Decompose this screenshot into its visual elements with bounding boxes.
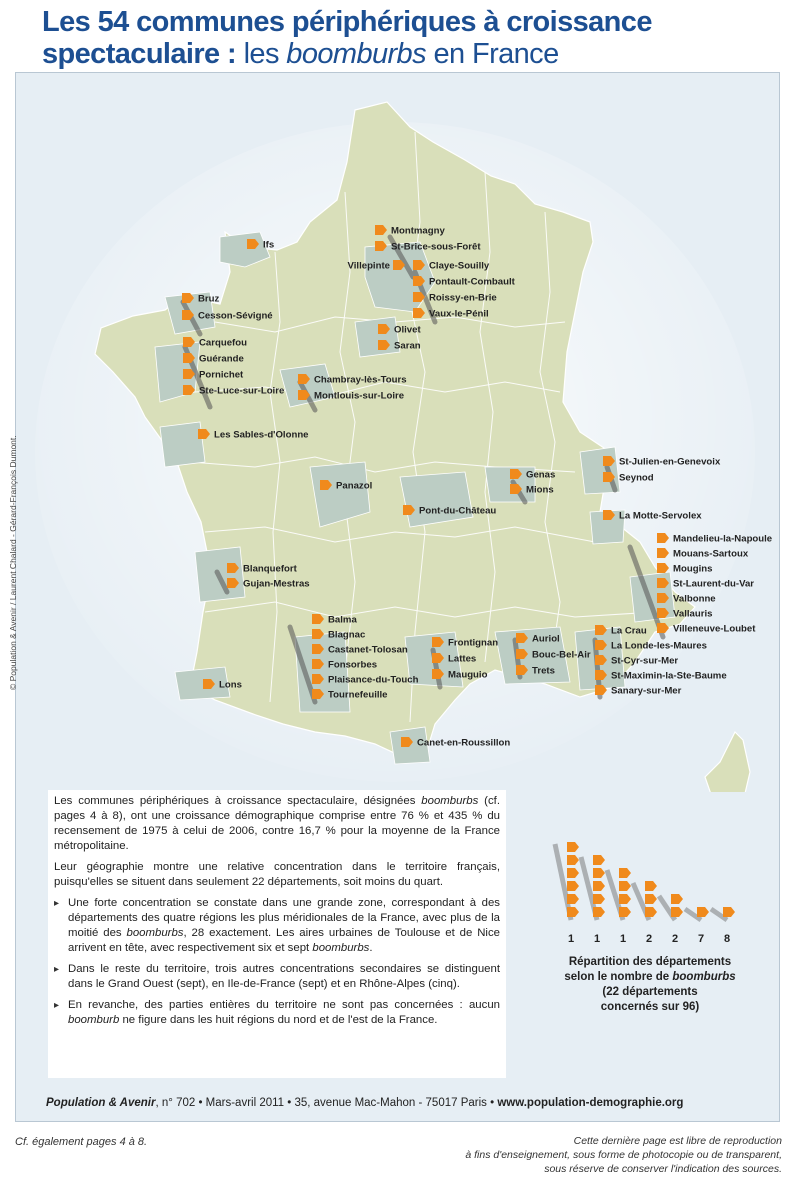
chart-bar-unit	[593, 907, 605, 917]
commune-label: St-Laurent-du-Var	[673, 578, 755, 590]
p1-italic: boomburbs	[421, 795, 479, 807]
chart-bar-unit	[567, 894, 579, 904]
b1-italic-2: boomburbs	[312, 942, 370, 954]
commune-label: Villepinte	[347, 260, 390, 272]
chart-tick-label: 1	[567, 933, 575, 945]
chart-bar-unit	[593, 868, 605, 878]
explanatory-text	[48, 790, 506, 1078]
b1-text-b: , 28 exactement. Les aires urbaines de Toulouse et de Nice arrivent en tête, avec respectivement six et sept	[68, 927, 500, 954]
chart-tick-label: 1	[593, 933, 601, 945]
chart-bar-unit	[619, 894, 631, 904]
commune-label: Mauguio	[448, 669, 488, 681]
commune-label: Plaisance-du-Touch	[328, 674, 419, 686]
paragraph-1	[54, 794, 500, 854]
chart-tick-label: 1	[619, 933, 627, 945]
license-line-3: sous réserve de conserver l'indication des sources.	[544, 1163, 782, 1175]
commune-label: St-Maximin-la-Ste-Baume	[611, 670, 727, 682]
commune-label: Montlouis-sur-Loire	[314, 390, 405, 402]
b1-italic: boomburbs	[126, 927, 184, 939]
commune-label: Valbonne	[673, 593, 716, 605]
paragraph-2: Leur géographie montre une relative concentration dans le territoire français, puisqu'elles se situent dans seulement 22 départements, soit moins du quart.	[54, 861, 500, 888]
commune-label: Seynod	[619, 472, 654, 484]
chart-bar-unit	[671, 907, 683, 917]
commune-label: Ste-Luce-sur-Loire	[199, 385, 285, 397]
department-distribution-chart	[545, 810, 755, 950]
footer	[46, 1097, 766, 1109]
commune-label: Les Sables-d'Olonne	[214, 429, 309, 441]
commune-label: La Londe-les-Maures	[611, 640, 707, 652]
commune-label: Balma	[328, 614, 357, 626]
commune-label: Guérande	[199, 353, 244, 365]
commune-label: Frontignan	[448, 637, 499, 649]
b1-text-a: Une forte concentration se constate dans une grande zone, correspondant à des départements des quatre régions les plus méridionales de la France, avec plus de la moitié des	[68, 897, 500, 939]
chart-bar-unit	[645, 894, 657, 904]
chart-bar-unit	[567, 907, 579, 917]
commune-label: Montmagny	[391, 225, 445, 237]
commune-label: Roissy-en-Brie	[429, 292, 497, 304]
chart-bar-unit	[593, 881, 605, 891]
copyright-note: © Population & Avenir / Laurent Chalard - Gérard-François Dumont.	[8, 435, 18, 690]
chart-bar-unit	[567, 868, 579, 878]
chart-bar-unit	[593, 894, 605, 904]
bullet-2: ▸ Dans le reste du territoire, trois autres concentrations secondaires se distinguent dans le Grand Ouest (sept), en Ile-de-France (sept) et en Rhône-Alpes (cinq).	[54, 962, 500, 992]
commune-label: Chambray-lès-Tours	[314, 374, 407, 386]
commune-label: Castanet-Tolosan	[328, 644, 408, 656]
commune-label: Carquefou	[199, 337, 247, 349]
commune-label: Bruz	[198, 293, 220, 305]
chart-bar-unit	[671, 894, 683, 904]
chart-bar-unit	[567, 855, 579, 865]
commune-label: Vaux-le-Pénil	[429, 308, 489, 320]
commune-label: Lattes	[448, 653, 477, 665]
commune-label: Villeneuve-Loubet	[673, 623, 756, 635]
footer-journal: Population & Avenir	[46, 1097, 156, 1109]
chart-bar-unit	[567, 881, 579, 891]
b3-italic: boomburb	[68, 1014, 120, 1026]
see-also-note: Cf. également pages 4 à 8.	[15, 1136, 148, 1148]
chart-bar-unit	[645, 907, 657, 917]
commune-label: Blanquefort	[243, 563, 297, 575]
license-line-2: à fins d'enseignement, sous forme de photocopie ou de transparent,	[465, 1149, 782, 1161]
caption-italic: boomburbs	[672, 971, 736, 983]
title-bold: Les 54 communes périphériques à croissance spectaculaire :	[42, 6, 652, 70]
caption-line-3: (22 départements	[602, 986, 698, 998]
p1-text-a: Les communes périphériques à croissance spectaculaire, désignées	[54, 795, 422, 807]
chart-bar-unit	[567, 842, 579, 852]
commune-label: Gujan-Mestras	[243, 578, 310, 590]
title-end: en France	[425, 38, 559, 70]
commune-label: Blagnac	[328, 629, 366, 641]
caption-text-b: selon le nombre de	[564, 971, 673, 983]
commune-label: Trets	[532, 665, 555, 677]
commune-label: Pont-du-Château	[419, 505, 497, 517]
commune-label: Tournefeuille	[328, 689, 388, 701]
caption-line-1: Répartition des départements	[568, 956, 732, 968]
b3-text-a: En revanche, des parties entières du territoire ne sont pas concernées : aucun	[68, 999, 500, 1011]
commune-label: Mions	[526, 484, 554, 496]
commune-label: Pornichet	[199, 369, 244, 381]
license-note	[462, 1134, 782, 1176]
chart-tick-label: 7	[697, 933, 705, 945]
title-italic: boomburbs	[286, 38, 426, 70]
chart-caption	[540, 955, 760, 1015]
chart-tick-label: 8	[723, 933, 731, 945]
commune-label: Mougins	[673, 563, 713, 575]
commune-label: Lons	[219, 679, 242, 691]
commune-label: Genas	[526, 469, 556, 481]
commune-label: Olivet	[394, 324, 421, 336]
france-map	[15, 72, 780, 792]
footer-details: , n° 702 • Mars-avril 2011 • 35, avenue Mac-Mahon - 75017 Paris •	[155, 1097, 498, 1109]
commune-label: Fonsorbes	[328, 659, 378, 671]
chart-tick-label: 2	[671, 933, 679, 945]
chart-bar-unit	[619, 868, 631, 878]
commune-label: La Crau	[611, 625, 647, 637]
commune-label: St-Julien-en-Genevoix	[619, 456, 721, 468]
chart-bar-unit	[723, 907, 735, 917]
bullet-3	[54, 998, 500, 1028]
commune-label: Canet-en-Roussillon	[417, 737, 511, 749]
corsica	[705, 732, 750, 792]
commune-label: Bouc-Bel-Air	[532, 649, 591, 661]
commune-label: St-Brice-sous-Forêt	[391, 241, 481, 253]
commune-label: Pontault-Combault	[429, 276, 515, 288]
commune-label: Panazol	[336, 480, 373, 492]
license-line-1: Cette dernière page est libre de reproduction	[573, 1135, 782, 1147]
commune-label: Sanary-sur-Mer	[611, 685, 682, 697]
commune-label: Auriol	[532, 633, 560, 645]
commune-label: Cesson-Sévigné	[198, 310, 273, 322]
chart-tick-label: 2	[645, 933, 653, 945]
p1-text-b: (cf. pages 4 à 8), ont une croissance démographique comprise entre 76 % et 435 % du recensement de 1975 à celui de 2006, contre 16,7 % pour la moyenne de la France métropolitaine.	[54, 795, 501, 852]
commune-label: Mouans-Sartoux	[673, 548, 749, 560]
bullet-1	[54, 896, 500, 956]
chart-bar-unit	[619, 907, 631, 917]
b1-text-c: .	[369, 942, 373, 954]
commune-label: Mandelieu-la-Napoule	[673, 533, 773, 545]
page-title	[42, 6, 782, 70]
chart-bar-unit	[593, 855, 605, 865]
commune-label: Claye-Souilly	[429, 260, 490, 272]
commune-label: St-Cyr-sur-Mer	[611, 655, 679, 667]
footer-url[interactable]: www.population-demographie.org	[497, 1097, 684, 1109]
commune-label: La Motte-Servolex	[619, 510, 702, 522]
commune-label: Ifs	[263, 239, 275, 251]
title-light: les	[236, 38, 287, 70]
chart-bar-unit	[697, 907, 709, 917]
caption-line-4: concernés sur 96)	[600, 1001, 700, 1013]
caption-line-2	[540, 970, 760, 985]
chart-bar-unit	[619, 881, 631, 891]
commune-label: Vallauris	[673, 608, 713, 620]
b3-text-b: ne figure dans les huit régions du nord et de l'est de la France.	[119, 1014, 438, 1026]
commune-label: Saran	[394, 340, 421, 352]
chart-bar-unit	[645, 881, 657, 891]
